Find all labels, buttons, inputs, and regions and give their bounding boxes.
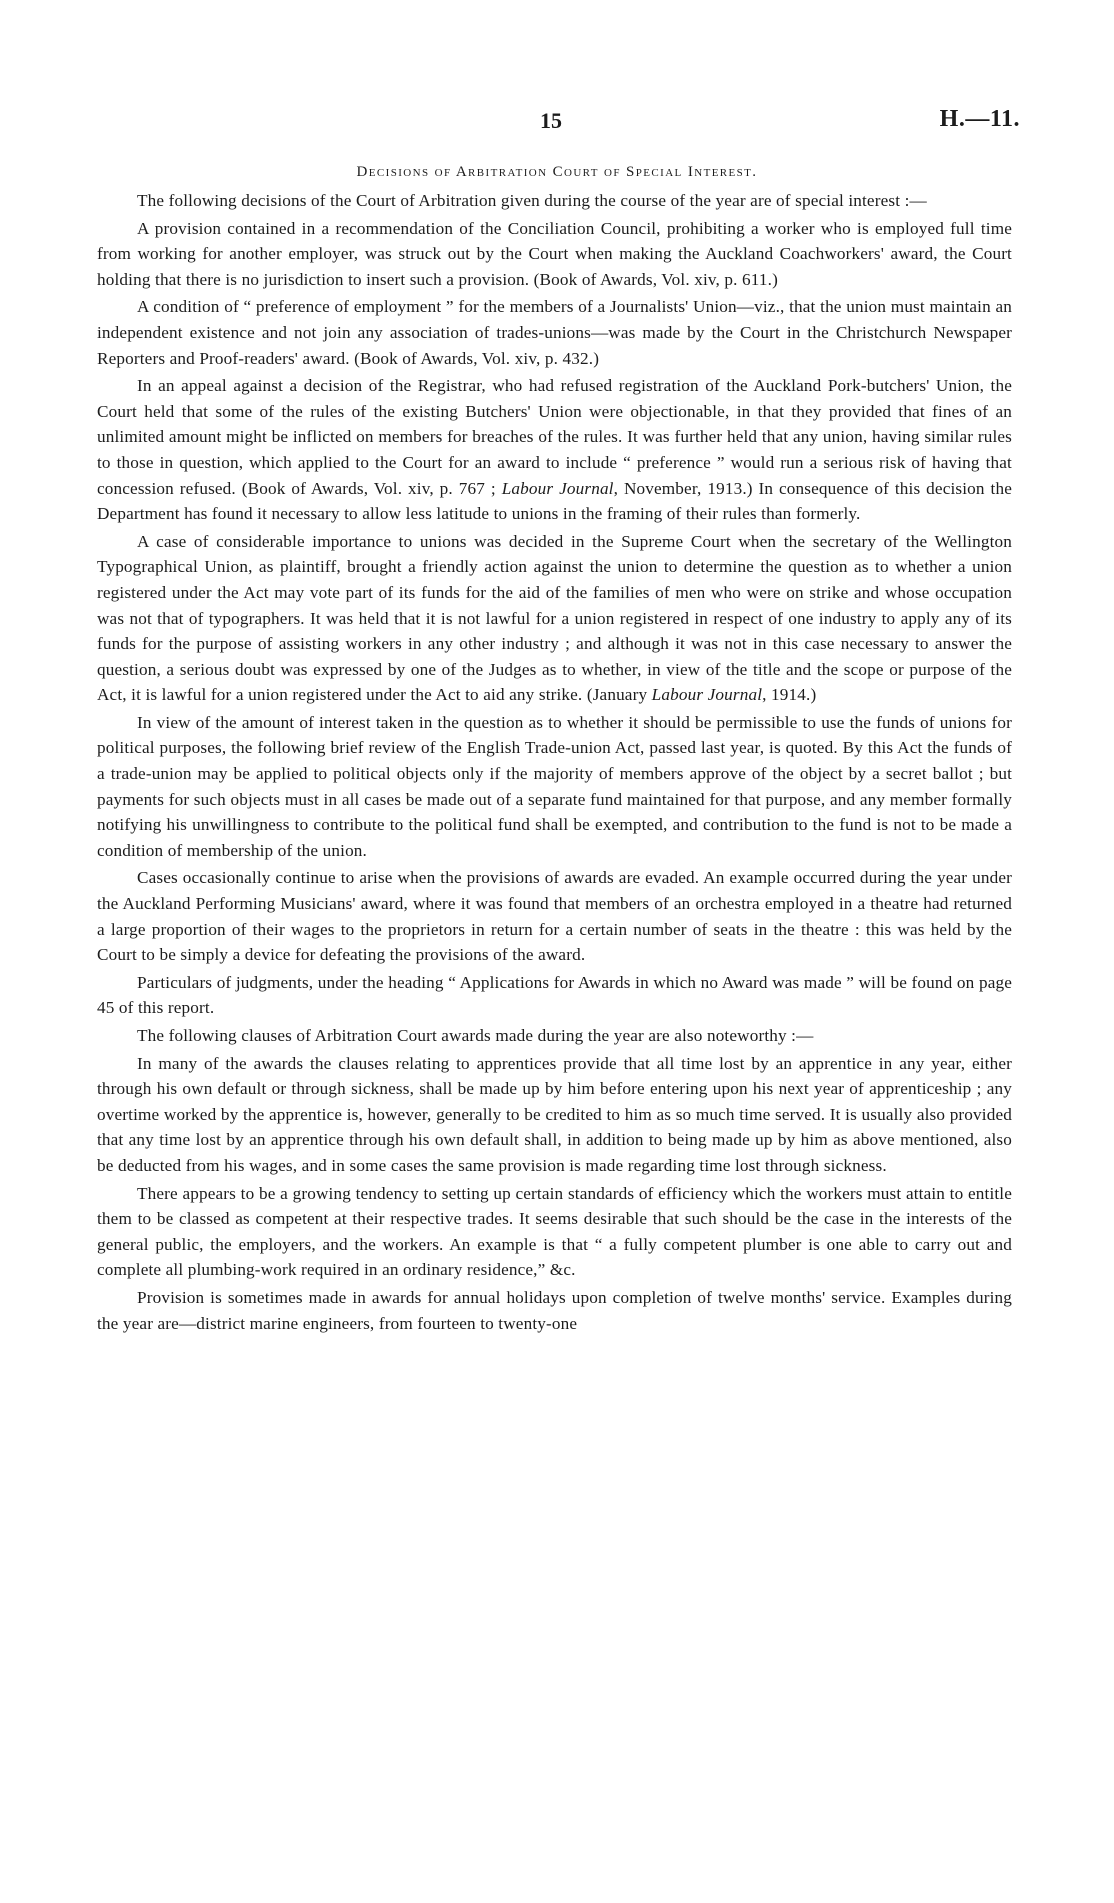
paragraph-conciliation-provision: A provision contained in a recommendation of the Conciliation Council, prohibiting a worker who is employed full time from working for another employer, was struck out by the Court when making the Auckland Coachworkers' award, the Court holding that there is no jurisdiction to insert such a provision. (Book of Awards, Vol. xiv, p. 611.) — [97, 218, 1012, 289]
journal-title: Labour Journal — [501, 478, 614, 498]
paragraph-trade-union-act: In view of the amount of interest taken in the question as to whether it should be permissible to use the funds of unions for political purposes, the following brief review of the English Trade-union Act, passed last year, is quoted. By this Act the funds of a trade-union may be applied to political objects only if the majority of members approve of the object by a secret ballot ; but payments for such objects must in all cases be made out of a separate fund maintained for that purpose, and any member formally notifying his unwillingness to contribute to the political fund shall be exempted, and contribution to the fund is not to be made a condition of membership of the union. — [97, 712, 1012, 860]
paragraph-pork-butchers — [97, 373, 1012, 527]
paragraph-typographical-union — [97, 529, 1012, 708]
paragraph-apprentices: In many of the awards the clauses relating to apprentices provide that all time lost by an apprentice in any year, either through his own default or through sickness, shall be made up by him before entering upon his next year of apprenticeship ; any overtime worked by the apprentice is, however, generally to be credited to him as so much time served. It is usually also provided that any time lost by an apprentice through his own default shall, in addition to being made up by him as above mentioned, also be deducted from his wages, and in some cases the same provision is made regarding time lost through sickness. — [97, 1053, 1012, 1175]
paragraph-journalists-preference: A condition of “ preference of employment ” for the members of a Journalists' Union—viz., that the union must maintain an independent existence and not join any association of trades-unions—was made by the Court in the Christchurch Newspaper Reporters and Proof-readers' award. (Book of Awards, Vol. xiv, p. 432.) — [97, 297, 1012, 368]
paragraph-text: In an appeal against a decision of the Registrar, who had refused registration of the Auckland Pork-butchers' Union, the Court held that some of the rules of the existing Butchers' Union were objectionable, in that they provided that fines of an unlimited amount might be inflicted on members for breaches of the rules. It was further held that any union, having similar rules to those in question, which applied to the Court for an award to include “ preference ” would run a serious risk of having that concession refused. (Book of Awards, Vol. xiv, p. 767 ; — [97, 376, 1012, 498]
paragraph-text: , 1914.) — [762, 685, 817, 705]
paragraph-judgments: Particulars of judgments, under the heading “ Applications for Awards in which no Award was made ” will be found on page 45 of this report. — [97, 972, 1012, 1018]
paragraph-clauses-intro: The following clauses of Arbitration Court awards made during the year are also noteworthy :— — [137, 1026, 814, 1045]
paragraph-holidays: Provision is sometimes made in awards for annual holidays upon completion of twelve months' service. Examples during the year are—district marine engineers, from fourteen to twenty-one — [97, 1287, 1012, 1333]
paragraph-efficiency: There appears to be a growing tendency to setting up certain standards of efficiency which the workers must attain to entitle them to be classed as competent at their respective trades. It seems desirable that such should be the case in the interests of the general public, the employers, and the workers. An example is that “ a fully competent plumber is one able to carry out and complete all plumbing-work required in an ordinary residence,” &c. — [97, 1183, 1012, 1280]
journal-title: Labour Journal — [651, 685, 763, 705]
section-title: Decisions of Arbitration Court of Special Interest. — [356, 164, 758, 180]
body-text — [97, 188, 1012, 1336]
paragraph-text: A case of considerable importance to unions was decided in the Supreme Court when the secretary of the Wellington Typographical Union, as plaintiff, brought a friendly action against the union to determine the question as to whether a union registered under the Act may vote part of its funds for the aid of the families of men who were on strike and whose occupation was not that of typographers. It was held that it is not lawful for a union registered in respect of one industry to apply any of its funds for the purpose of assisting workers in any other industry ; and although it was not in this case necessary to answer the question, a serious doubt was expressed by one of the Judges as to whether, in view of the title and the scope or purpose of the Act, it is lawful for a union registered under the Act to aid any strike. (January — [97, 531, 1012, 705]
paragraph-intro: The following decisions of the Court of Arbitration given during the course of the year are of special interest :— — [137, 191, 927, 210]
paragraph-evasion: Cases occasionally continue to arise when the provisions of awards are evaded. An example occurred during the year under the Auckland Performing Musicians' award, where it was found that members of an orchestra employed in a theatre had returned a large proportion of their wages to the proprietors in return for a certain number of seats in the theatre : this was held by the Court to be simply a device for defeating the provisions of the award. — [97, 868, 1012, 965]
paragraph-text: , November, 1913.) In consequence of this decision the Department has found it necessary to allow less latitude to unions in the framing of their rules than formerly. — [97, 478, 1012, 524]
page-number: 15 — [540, 108, 562, 133]
series-code: H.—11. — [939, 106, 1020, 132]
